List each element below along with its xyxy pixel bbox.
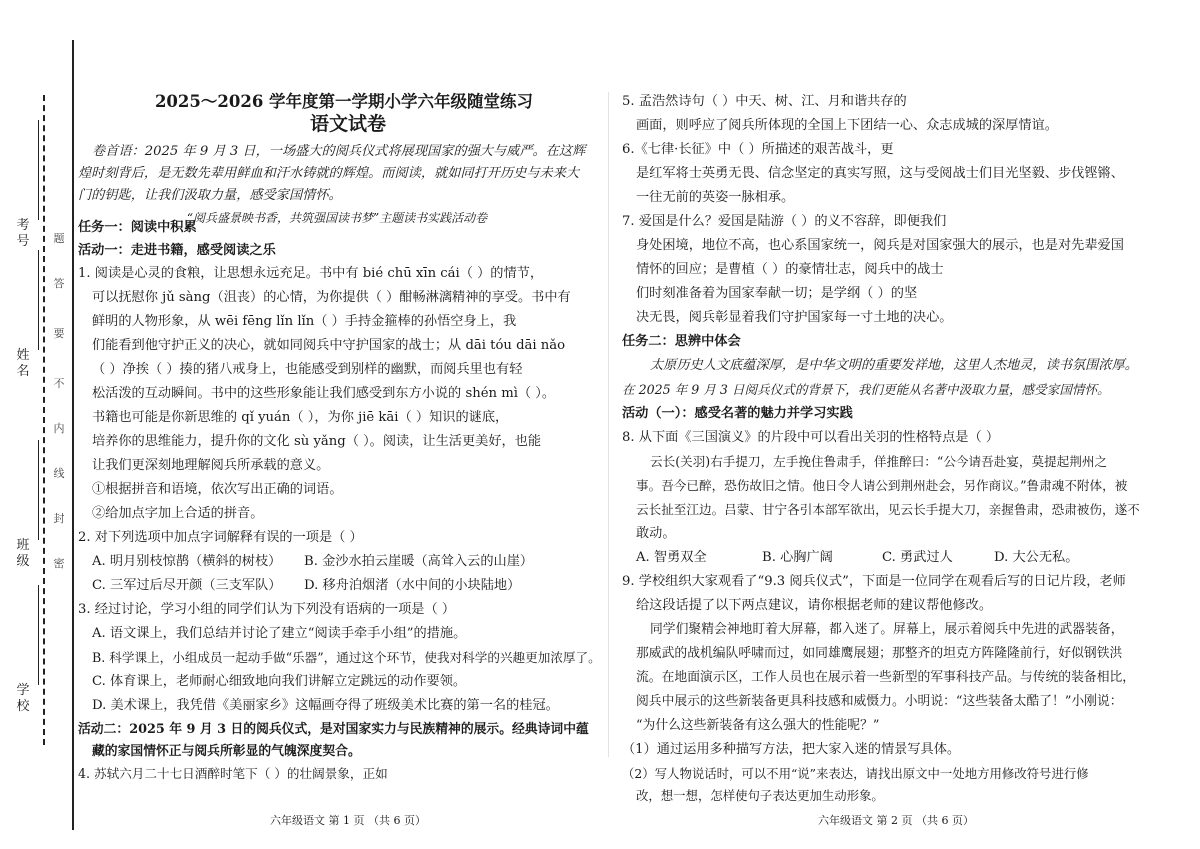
q5-line: 5. 孟浩然诗句（ ）中天、树、江、月和谐共存的: [622, 94, 907, 109]
preface-line: 煌时刻背后，是无数先辈用鲜血和汗水铸就的辉煌。而阅读，就如同打开历史与未来大: [78, 166, 580, 181]
q6-line: 一往无前的英姿一脉相承。: [636, 190, 795, 205]
q9-part2: （2）写人物说话时，可以不用“说”来表达，请找出原文中一处地方用修改符号进行修: [622, 766, 1089, 781]
q8-option[interactable]: B. 心胸广阔: [762, 550, 833, 565]
q1-line: 1. 阅读是心灵的食粮，让思想永远充足。书中有 bié chū xīn cái（ ）的情节，: [78, 266, 544, 281]
q8-passage: 敢动。: [636, 526, 676, 541]
seal-char: 题: [53, 232, 65, 245]
right-page-footer: 六年级语文 第 2 页 （共 6 页）: [818, 814, 974, 827]
exam-number-label: 考号: [16, 218, 30, 249]
school-field[interactable]: [12, 585, 52, 715]
q8-passage: 事。吾今已醉，恐伤故旧之情。他日令人请公到荆州赴会，另作商议。”鲁肃魂不附体，被: [636, 478, 1128, 493]
school-line: [38, 585, 39, 685]
q8-option[interactable]: D. 大公无私。: [994, 550, 1079, 565]
q1-line: 们能看到他守护正义的决心，就如同阅兵中守护国家的战士；从 dāi tóu dāi nǎo: [92, 338, 566, 353]
task2-intro: 在 2025 年 9 月 3 日阅兵仪式的背景下，我们更能从名著中汲取力量，感受家国情怀。: [622, 382, 1110, 397]
name-field[interactable]: [12, 250, 52, 380]
q9-passage: 那威武的战机编队呼啸而过，如同雄鹰展翅；那整齐的坦克方阵隆隆前行，好似钢铁洪: [636, 646, 1123, 661]
name-line: [38, 250, 39, 350]
activity2-heading: 活动二：2025 年 9 月 3 日的阅兵仪式，是对国家实力与民族精神的展示。经典诗词中蕴: [78, 722, 589, 737]
q9-part2: 改，想一想，怎样使句子表达更加生动形象。: [636, 788, 884, 803]
binding-solid-line: [72, 40, 74, 830]
q8-passage: 云长扯至江边。吕蒙、甘宁各引本部军欲出，见云长手提大刀，亲握鲁肃，恐肃被伤，遂不: [636, 502, 1140, 517]
exam-number-field[interactable]: [12, 120, 52, 250]
q8-option[interactable]: C. 勇武过人: [882, 550, 953, 565]
q2-option[interactable]: D. 移舟泊烟渚（水中间的小块陆地）: [304, 578, 521, 593]
q7-line: 们时刻准备着为国家奉献一切；是学纲（ ）的坚: [636, 286, 918, 301]
exam-number-line: [38, 120, 39, 220]
seal-char: 不: [53, 377, 65, 390]
q2-stem: 2. 对下列选项中加点字词解释有误的一项是（ ）: [78, 530, 363, 545]
q9-passage: “为什么这些新装备有这么强大的性能呢？”: [636, 718, 880, 733]
activity1-heading: 活动一：走进书籍，感受阅读之乐: [78, 243, 276, 258]
q2-option[interactable]: C. 三军过后尽开颜（三支军队）: [92, 578, 282, 593]
q1-line: 松活泼的互动瞬间。书中的这些形象能让我们感受到东方小说的 shén mì（ ）。: [92, 386, 556, 401]
q9-passage: 同学们聚精会神地盯着大屏幕，都入迷了。屏幕上，展示着阅兵中先进的武器装备，: [650, 622, 1124, 637]
preface-line: 卷首语：2025 年 9 月 3 日，一场盛大的阅兵仪式将展现国家的强大与威严。在这辉: [92, 144, 586, 159]
name-label: 姓名: [16, 348, 30, 379]
q3-option[interactable]: A. 语文课上，我们总结并讨论了建立“阅读手牵手小组”的措施。: [92, 626, 467, 641]
class-line: [38, 440, 39, 540]
activity-theme: “阅兵盛景映书香，共筑强国读书梦”主题读书实践活动卷: [186, 211, 488, 225]
seal-char: 内: [53, 422, 65, 435]
q9-stem: 9. 学校组织大家观看了“9.3 阅兵仪式”，下面是一位同学在观看后写的日记片段，老师: [622, 574, 1126, 589]
q1-line: 培养你的思维能力，提升你的文化 sù yǎng（ ）。阅读，让生活更美好，也能: [92, 434, 542, 449]
q1-line: 可以抚慰你 jǔ sàng（沮丧）的心情，为你提供（ ）酣畅淋漓精神的享受。书中有: [92, 290, 571, 305]
q4-line: 4. 苏轼六月二十七日酒醉时笔下（ ）的壮阔景象，正如: [78, 766, 388, 781]
task2-intro: 太原历史人文底蕴深厚，是中华文明的重要发祥地，这里人杰地灵，读书氛围浓厚。: [650, 358, 1138, 373]
q9-stem: 给这段话提了以下两点建议，请你根据老师的建议帮他修改。: [636, 598, 993, 613]
preface-line: 门的钥匙，让我们汲取力量，感受家国情怀。: [78, 188, 342, 203]
q3-stem: 3. 经过讨论，学习小组的同学们认为下列没有语病的一项是（ ）: [78, 602, 456, 617]
q9-passage: 流。在地面演示区，工作人员也在展示着一些新型的军事科技产品。与传统的装备相比，: [636, 670, 1136, 685]
left-page-footer: 六年级语文 第 1 页 （共 6 页）: [270, 814, 426, 827]
seal-char: 答: [53, 277, 65, 290]
q7-line: 情怀的回应；是曹植（ ）的豪情壮志，阅兵中的战士: [636, 262, 944, 277]
q8-stem: 8. 从下面《三国演义》的片段中可以看出关羽的性格特点是（ ）: [622, 430, 1000, 445]
class-label: 班级: [16, 538, 30, 569]
q6-line: 6.《七律·长征》中（ ）所描述的艰苦战斗，更: [622, 142, 894, 157]
q9-part1: （1）通过运用多种描写方法，把大家入迷的情景写具体。: [622, 742, 961, 757]
q5-line: 画面，则呼应了阅兵所体现的全国上下团结一心、众志成城的深厚情谊。: [636, 118, 1058, 133]
seal-char: 密: [53, 557, 65, 570]
q3-option[interactable]: B. 科学课上，小组成员一起动手做“乐器”，通过这个环节，使我对科学的兴趣更加浓厚了。: [92, 650, 601, 665]
q9-passage: 阅兵中展示的这些新装备更具科技感和威慑力。小明说：“这些装备太酷了！”小刚说：: [636, 694, 1123, 709]
exam-title: 2025～2026 学年度第一学期小学六年级随堂练习: [154, 92, 534, 111]
q7-line: 7. 爱国是什么？爱国是陆游（ ）的义不容辞，即便我们: [622, 214, 947, 229]
q1-line: 书籍也可能是你新思维的 qǐ yuán（ ），为你 jiē kāi（ ）知识的谜底，: [92, 410, 509, 425]
q3-option[interactable]: D. 美术课上，我凭借《美丽家乡》这幅画夺得了班级美术比赛的第一名的桂冠。: [92, 698, 559, 713]
q2-option[interactable]: B. 金沙水拍云崖暖（高耸入云的山崖）: [304, 554, 534, 569]
q1-line: 让我们更深刻地理解阅兵所承载的意义。: [92, 458, 330, 473]
task1-heading: 任务一：阅读中积累: [78, 220, 197, 235]
class-field[interactable]: [12, 440, 52, 570]
q8-passage: 云长(关羽)右手提刀，左手挽住鲁肃手，佯推醉曰：“公今请吾赴宴，莫提起荆州之: [650, 454, 1108, 469]
activity-r1-heading: 活动（一）：感受名著的魅力并学习实践: [622, 406, 853, 421]
q1-sub: ①根据拼音和语境，依次写出正确的词语。: [92, 482, 343, 497]
page-divider: [608, 92, 609, 757]
activity2-heading: 藏的家国情怀正与阅兵所彰显的气魄深度契合。: [92, 744, 361, 759]
q1-line: （ ）净挨（ ）揍的猪八戒身上，也能感受到别样的幽默，而阅兵里也有轻: [92, 362, 523, 377]
task2-heading: 任务二：思辨中体会: [622, 334, 741, 349]
binding-margin: [0, 0, 78, 849]
q6-line: 是红军将士英勇无畏、信念坚定的真实写照，这与受阅战士们目光坚毅、步伐铿锵、: [636, 166, 1124, 181]
q7-line: 身处困境，地位不高，也心系国家统一，阅兵是对国家强大的展示，也是对先辈爱国: [636, 238, 1124, 253]
q8-option[interactable]: A. 智勇双全: [636, 550, 707, 565]
school-label: 学校: [16, 683, 30, 714]
q2-option[interactable]: A. 明月别枝惊鹊（横斜的树枝）: [92, 554, 282, 569]
q1-sub: ②给加点字加上合适的拼音。: [92, 506, 264, 521]
seal-char: 封: [53, 512, 65, 525]
seal-char: 线: [53, 467, 65, 480]
exam-subtitle: 语文试卷: [309, 113, 386, 135]
seal-char: 要: [53, 327, 65, 340]
q3-option[interactable]: C. 体育课上，老师耐心细致地向我们讲解立定跳远的动作要领。: [92, 674, 467, 689]
q1-line: 鲜明的人物形象，从 wēi fēng lǐn lǐn（ ）手持金箍棒的孙悟空身上，我: [92, 314, 517, 329]
q7-line: 决无畏，阅兵彰显着我们守护国家每一寸土地的决心。: [636, 310, 953, 325]
